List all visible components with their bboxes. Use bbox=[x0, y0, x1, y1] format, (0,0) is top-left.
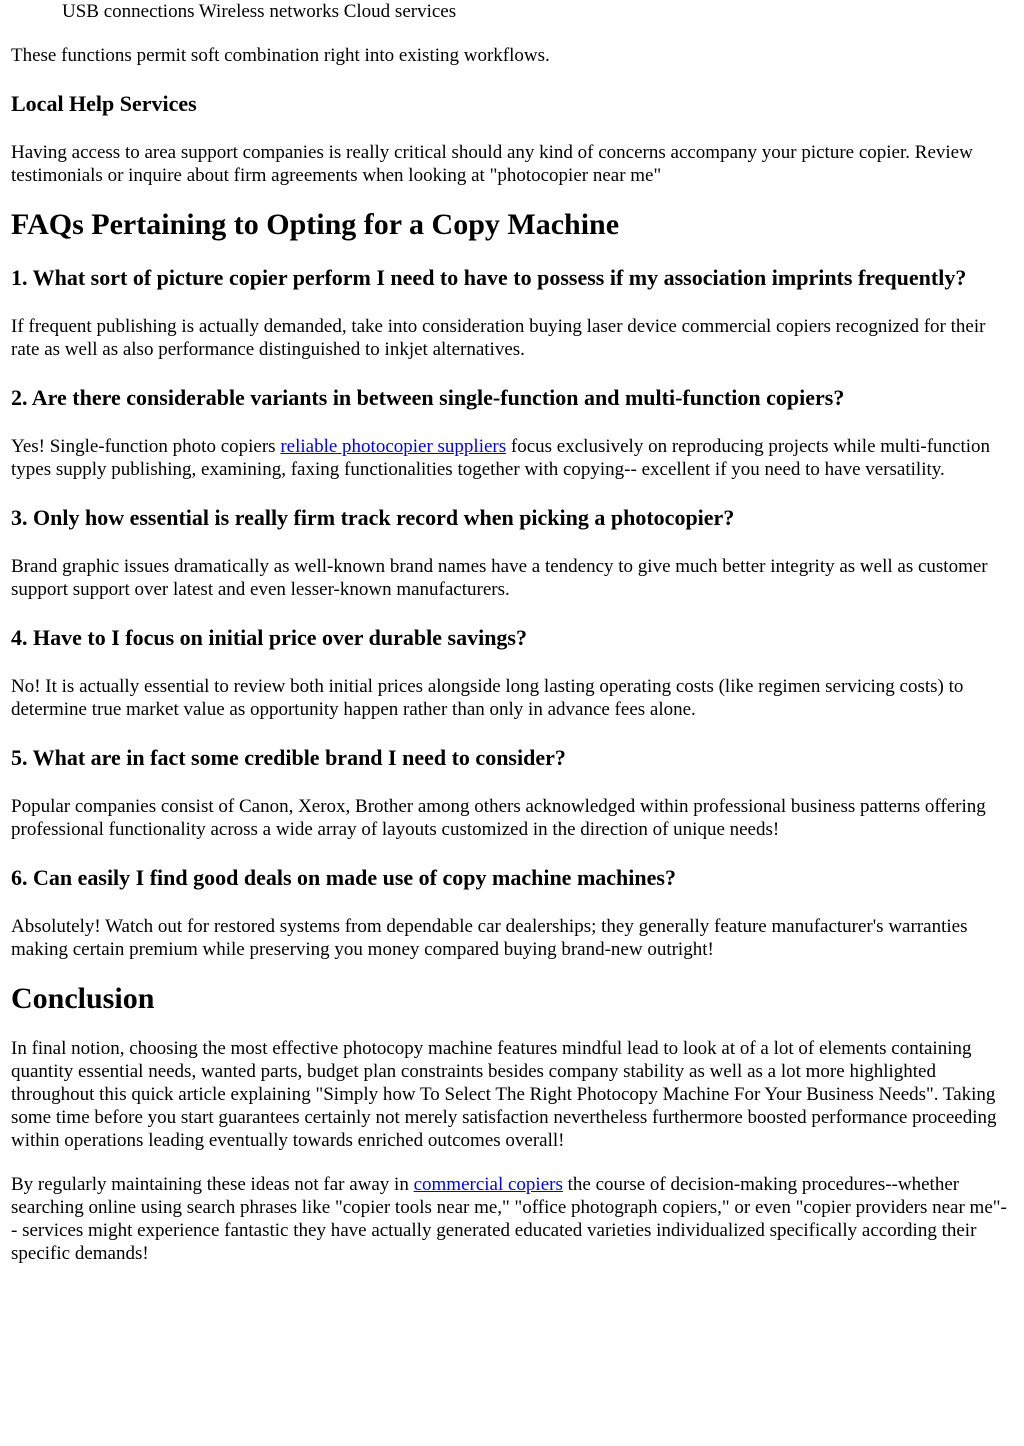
conclusion-paragraph-2-text-end: the course of decision-making procedures--whether searching online using search phrases like "copier tools near me," "office photograph copiers," or even "copier providers near me"-- services might experience fantastic they have actually generated educated varieties individualized specifically according their specific demands! bbox=[11, 1174, 1007, 1264]
faq-answer-3: Brand graphic issues dramatically as well-known brand names have a tendency to give much better integrity as well as customer support support over latest and even lesser-known manufacturers. bbox=[11, 556, 988, 600]
conclusion-paragraph-1: In final notion, choosing the most effective photocopy machine features mindful lead to look at of a lot of elements containing quantity essential needs, wanted parts, budget plan constraints besides company stability as well as a lot more highlighted throughout this quick article explaining "Simply how To Select The Right Photocopy Machine For Your Business Needs". Taking some time before you start guarantees certainly not merely satisfaction nevertheless furthermore boosted performance proceeding within operations leading eventually towards enriched outcomes overall! bbox=[11, 1038, 997, 1151]
faq-answer-2-text-start: Yes! Single-function photo copiers bbox=[11, 436, 281, 457]
faq-answer-1: If frequent publishing is actually demanded, take into consideration buying laser device commercial copiers recognized for their rate as well as also performance distinguished to inkjet alternatives. bbox=[11, 316, 986, 360]
faq-answer-6: Absolutely! Watch out for restored systems from dependable car dealerships; they generally feature manufacturer's warranties making certain premium while preserving you money compared buying brand-new outright! bbox=[11, 916, 968, 960]
local-help-heading: Local Help Services bbox=[11, 91, 197, 116]
conclusion-paragraph-2-text-start: By regularly maintaining these ideas not far away in bbox=[11, 1174, 414, 1195]
commercial-copiers-link[interactable]: commercial copiers bbox=[413, 1174, 563, 1195]
faq-question-4: 4. Have to I focus on initial price over durable savings? bbox=[11, 625, 527, 650]
local-help-paragraph: Having access to area support companies is really critical should any kind of concerns accompany your picture copier. Review testimonials or inquire about firm agreements when looking at "photocopier near me" bbox=[11, 142, 973, 186]
faq-question-6: 6. Can easily I find good deals on made use of copy machine machines? bbox=[11, 865, 676, 890]
faqs-heading: FAQs Pertaining to Opting for a Copy Machine bbox=[11, 208, 620, 241]
faq-question-3: 3. Only how essential is really firm track record when picking a photocopier? bbox=[11, 505, 735, 530]
faq-answer-4: No! It is actually essential to review both initial prices alongside long lasting operating costs (like regimen servicing costs) to determine true market value as opportunity happen rather than only in advance fees alone. bbox=[11, 676, 964, 720]
faq-answer-5: Popular companies consist of Canon, Xerox, Brother among others acknowledged within professional business patterns offering professional functionality across a wide array of layouts customized in the direction of unique needs! bbox=[11, 796, 986, 840]
faq-answer-2 bbox=[11, 435, 1013, 481]
integration-paragraph: These functions permit soft combination right into existing workflows. bbox=[11, 45, 550, 66]
conclusion-paragraph-2 bbox=[11, 1173, 1013, 1265]
faq-answer-2-text-end: focus exclusively on reproducing projects while multi-function types supply publishing, examining, faxing functionalities together with copying-- excellent if you need to have versatility. bbox=[11, 436, 991, 480]
article-body bbox=[11, 0, 1013, 1265]
feature-list-line: USB connections Wireless networks Cloud services bbox=[62, 1, 457, 22]
faq-question-1: 1. What sort of picture copier perform I need to have to possess if my association imprints frequently? bbox=[11, 265, 967, 290]
reliable-photocopier-suppliers-link[interactable]: reliable photocopier suppliers bbox=[280, 436, 507, 457]
conclusion-heading: Conclusion bbox=[11, 982, 155, 1015]
faq-question-5: 5. What are in fact some credible brand I need to consider? bbox=[11, 745, 566, 770]
faq-question-2: 2. Are there considerable variants in between single-function and multi-function copiers? bbox=[11, 385, 845, 410]
